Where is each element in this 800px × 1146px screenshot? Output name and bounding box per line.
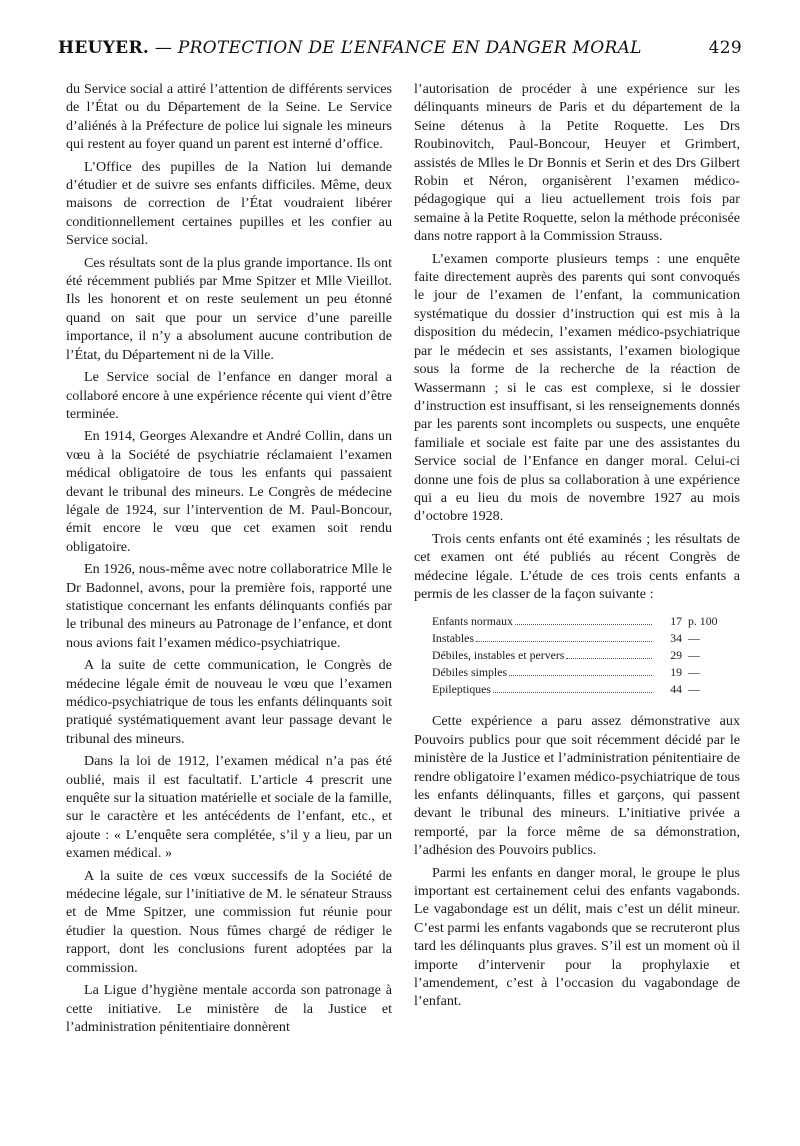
paragraph: l’autorisation de procéder à une expérience sur les délinquants mineurs de Paris et du département de la Seine détenus à la Petite Roquette. Les Drs Roubinovitch, Paul-Boncour, Heuyer et Grimbert, assistés de Mlles le Dr Bonnis et Serin et des Drs Gilbert Robin et Néron, organisèrent l’examen médico-pédagogique qui a lieu actuellement trois fois par semaine à la Petite Roquette, selon la méthode préconisée dans notre rapport à la Commission Strauss. — [414, 81, 741, 245]
paragraph: Le Service social de l’enfance en danger moral a collaboré encore à une expérience récente qui vient d’être terminée. — [66, 369, 392, 422]
row-value: 19 — [670, 665, 682, 680]
row-label: Débiles, instables et pervers — [432, 648, 565, 663]
paragraph: Cette expérience a paru assez démonstrative aux Pouvoirs publics pour que soit récemment décidé par le ministère de la Justice et l’administration pénitentiaire de rendre obligatoire l’examen médico-psychiatrique de tous les enfants délinquants, filles et garçons, qui passent devant le tribunal des mineurs. L’initiative privée a remporté, par la force même de sa démonstration, l’adhésion des Pouvoirs publics. — [414, 713, 740, 859]
page-number: 429 — [708, 38, 742, 58]
paragraph: En 1914, Georges Alexandre et André Collin, dans un vœu à la Société de psychiatrie réclamaient l’examen médical obligatoire de tous les enfants qui passaient devant le tribunal des mineurs. Le Congrès de médecine légale de 1924, sur l’intervention de M. Paul-Boncour, émit encore le vœu que cet examen soit rendu obligatoire. — [66, 428, 392, 555]
paragraph: Trois cents enfants ont été examinés ; les résultats de cet examen ont été publiés au récent Congrès de médecine légale. L’étude de ces trois cents enfants a permis de les classer de la façon suivante : — [414, 530, 740, 602]
paragraph: La Ligue d’hygiène mentale accorda son patronage à cette initiative. Le ministère de la Justice et l’administration pénitentiaire donnèrent — [66, 982, 392, 1035]
leader-dots — [566, 658, 652, 659]
row-unit: — — [688, 682, 700, 697]
paragraph: En 1926, nous-même avec notre collaboratrice Mlle le Dr Badonnel, avons, pour la première fois, rapporté une statistique concernant les enfants délinquants confiés par le tribunal des mineurs au Patronage de l’enfance, et dont nous avions fait l’examen médico-psychiatrique. — [66, 561, 392, 651]
row-value: 17 — [670, 614, 682, 629]
table-row — [432, 613, 736, 630]
header-title: PROTECTION DE L’ENFANCE EN DANGER MORAL — [177, 38, 642, 58]
row-unit: — — [688, 648, 700, 663]
table-row — [432, 630, 736, 647]
row-value: 44 — [670, 682, 682, 697]
header-author: HEUYER. — [58, 38, 150, 58]
paragraph: du Service social a attiré l’attention de différents services de l’État ou du Département de la Seine. Le Service d’aliénés à la Préfecture de police lui signale les mineurs qui restent au foyer quand un parent est interné d’office. — [66, 81, 392, 153]
paragraph: Parmi les enfants en danger moral, le groupe le plus important est certainement celui des enfants vagabonds. Le vagabondage est un délit, mais c’est un délit mineur. C’est parmi les enfants vagabonds que se recruteront plus tard les délinquants plus graves. S’il est un moment où il importe d’intervenir pour la prophylaxie et l’amendement, c’est à l’occasion du vagabondage de l’enfant. — [414, 864, 740, 1010]
row-label: Enfants normaux — [432, 614, 513, 629]
row-label: Débiles simples — [432, 665, 508, 680]
row-value: 34 — [670, 631, 682, 646]
row-unit: p. 100 — [688, 614, 718, 629]
leader-dots — [515, 624, 652, 625]
classification-table — [432, 613, 736, 698]
header-dash: — — [154, 38, 173, 58]
right-column — [414, 80, 740, 1015]
leader-dots — [476, 641, 652, 642]
paragraph: A la suite de ces vœux successifs de la Société de médecine légale, sur l’initiative de M. le sénateur Strauss et de Mme Spitzer, une commission fut réunie pour étudier la question. Nous fûmes chargé de rédiger le rapport, dont les conclusions furent adoptées par la commission. — [66, 867, 392, 976]
table-row — [432, 647, 736, 664]
paragraph: A la suite de cette communication, le Congrès de médecine légale émit de nouveau le vœu que l’examen médico-psychiatrique de tous les enfants délinquants soit pratiqué systématiquement avant leur passage devant le tribunal des mineurs. — [66, 657, 392, 747]
paragraph: L’Office des pupilles de la Nation lui demande d’étudier et de suivre ses enfants difficiles. Même, deux maisons de correction de l’État voudraient libérer conditionnellement certaines pupilles et les confier au Service social. — [66, 158, 392, 249]
leader-dots — [509, 675, 652, 676]
running-header — [58, 38, 742, 70]
row-value: 29 — [670, 648, 682, 663]
paragraph: Dans la loi de 1912, l’examen médical n’a pas été oublié, mais il est facultatif. L’article 4 prescrit une enquête sur la situation matérielle et sociale de la famille, sur le caractère et les antécédents de l’enfant, etc., et ajoute : « L’enquête sera complétée, s’il y a lieu, par un examen médical. » — [66, 753, 392, 862]
paragraph: Ces résultats sont de la plus grande importance. Ils ont été récemment publiés par Mme Spitzer et Mlle Vieillot. Ils les honorent et on reste seulement un peu étonné quand on sait que pour un service d’une pareille importance, il n’y a absolument aucune contribution de l’État, du Département ni de la Ville. — [66, 254, 392, 363]
row-label: Epileptiques — [432, 682, 491, 697]
left-column — [66, 80, 392, 1040]
table-row — [432, 664, 736, 681]
leader-dots — [493, 692, 652, 693]
paragraph: L’examen comporte plusieurs temps : une enquête faite directement auprès des parents qui sont convoqués le jour de l’examen de l’enfant, la communication systématique du dossier d’instruction qui est mis à la disposition du médecin, l’examen médico-psychiatrique par le médecin et ses assistants, l’examen biologique sous la forme de la recherche de la réaction de Wassermann ; si le cas est complexe, si le dossier d’instruction est insuffisant, si les renseignements donnés par les parents sont incomplets ou suspects, une enquête familiale et sociale est faite par une des assistantes du Service social de l’Enfance en danger moral. Celui-ci donne une fois de plus sa collaboration à une expérience qui a eu lieu du mois de novembre 1927 au mois d’octobre 1928. — [414, 250, 740, 525]
row-unit: — — [688, 665, 700, 680]
row-label: Instables — [432, 631, 474, 646]
row-unit: — — [688, 631, 700, 646]
table-row — [432, 681, 736, 698]
